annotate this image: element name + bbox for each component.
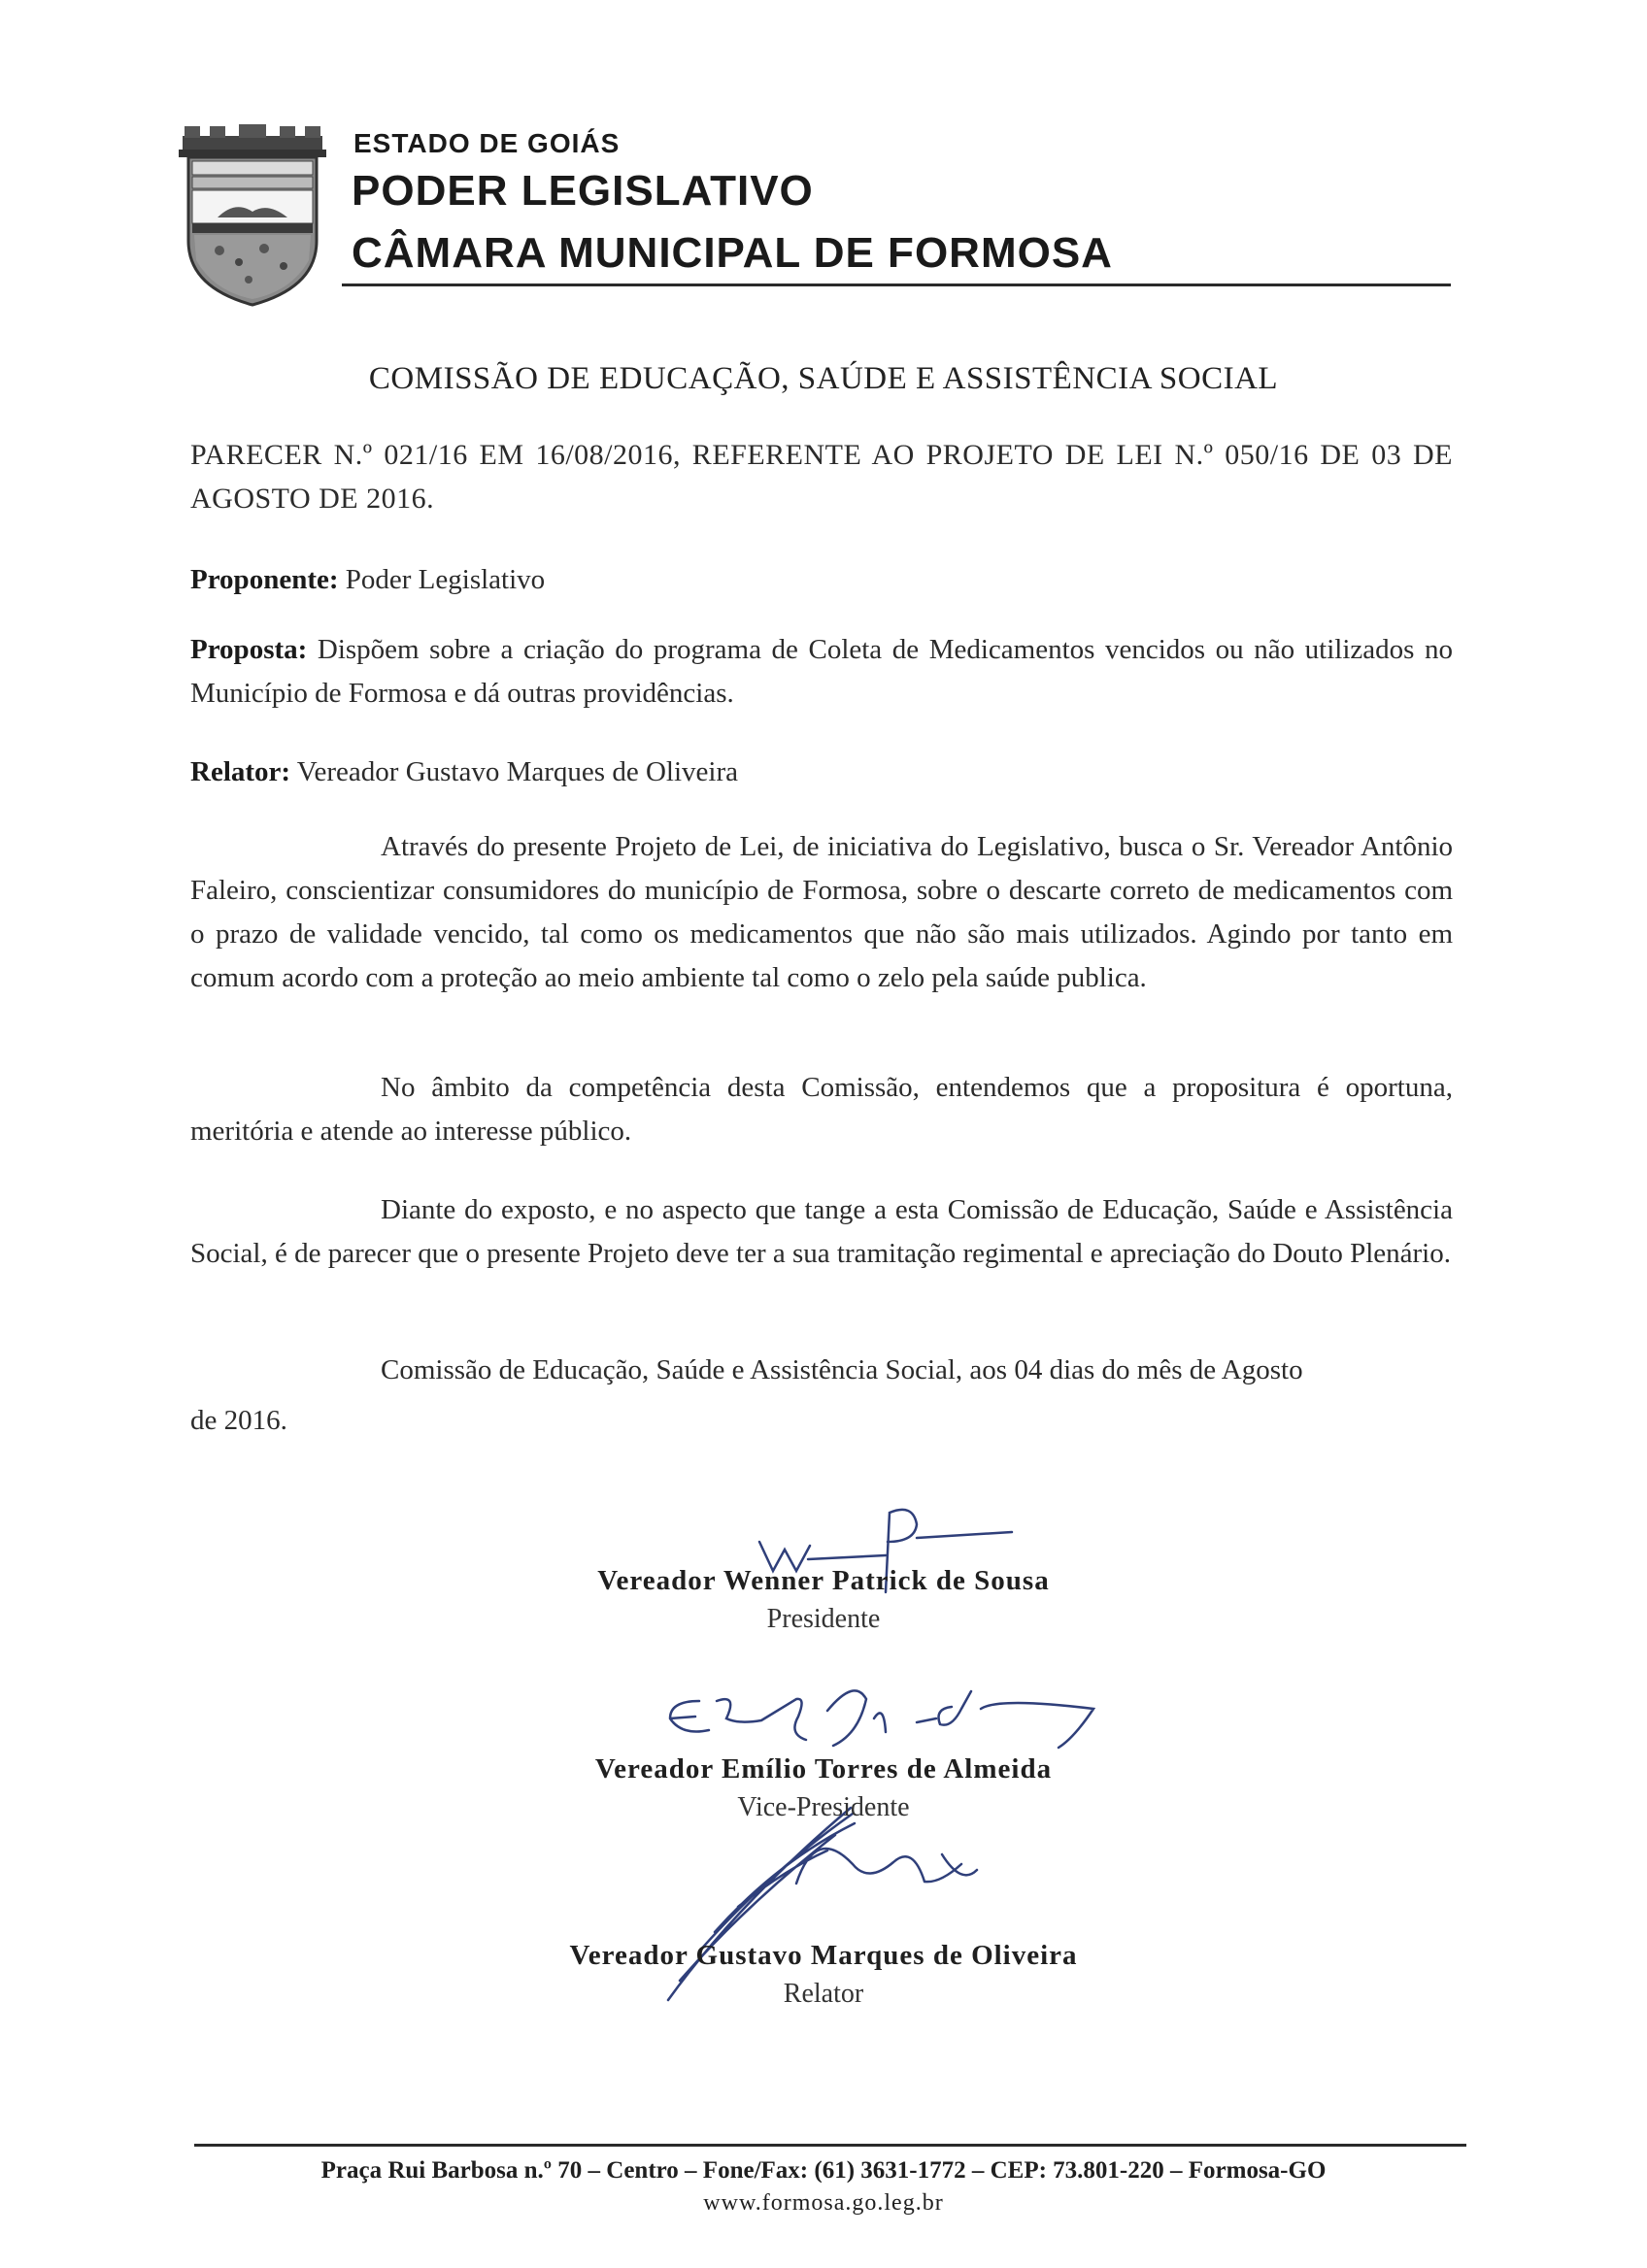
parecer-reference: PARECER N.º 021/16 EM 16/08/2016, REFERENTE AO PROJETO DE LEI N.º 050/16 DE 03 DE AGOSTO DE 2016. xyxy=(190,439,1453,515)
signatory-name: Vereador Emílio Torres de Almeida xyxy=(594,1753,1053,1784)
signatory-role: Relator xyxy=(783,1979,864,2009)
body-paragraph: No âmbito da competência desta Comissão, entendemos que a propositura é oportuna, meritória e atende ao interesse público. xyxy=(190,1072,1453,1147)
footer-address: Praça Rui Barbosa n.º 70 – Centro – Fone/Fax: (61) 3631-1772 – CEP: 73.801-220 – Formosa-GO xyxy=(320,2157,1327,2184)
relator-value: Vereador Gustavo Marques de Oliveira xyxy=(296,756,738,787)
header-state: ESTADO DE GOIÁS xyxy=(353,128,621,158)
signatory-name: Vereador Wenner Patrick de Sousa xyxy=(597,1565,1050,1596)
body-paragraph: Diante do exposto, e no aspecto que tange a esta Comissão de Educação, Saúde e Assistência Social, é de parecer que o presente Projeto deve ter a sua tramitação regimental e apreciação do Douto Plenário. xyxy=(190,1194,1453,1269)
proponente-label: Proponente: xyxy=(190,564,339,595)
footer-divider xyxy=(194,2144,1466,2147)
footer-website: www.formosa.go.leg.br xyxy=(703,2190,944,2216)
header-city-chamber: CÂMARA MUNICIPAL DE FORMOSA xyxy=(352,229,1113,277)
proposta-label: Proposta: xyxy=(190,634,308,665)
proponente-value: Poder Legislativo xyxy=(345,564,546,595)
committee-title: COMISSÃO DE EDUCAÇÃO, SAÚDE E ASSISTÊNCIA SOCIAL xyxy=(368,361,1279,396)
signatory-role: Presidente xyxy=(766,1604,881,1634)
closing-date: de 2016. xyxy=(190,1405,287,1436)
header-legislative-power: PODER LEGISLATIVO xyxy=(352,167,814,215)
signatory-role: Vice-Presidente xyxy=(737,1792,910,1822)
signature-vice-president xyxy=(670,1690,1093,1748)
relator-label: Relator: xyxy=(190,756,291,787)
body-paragraph: Através do presente Projeto de Lei, de iniciativa do Legislativo, busca o Sr. Vereador Antônio Faleiro, conscientizar consumidores do município de Formosa, sobre o descarte correto de medicamentos com o prazo de validade vencido, tal como os medicamentos que não são mais utilizados. Agindo por tanto em comum acordo com a proteção ao meio ambiente tal como o zelo pela saúde publica. xyxy=(190,831,1453,993)
proposta-value: Dispõem sobre a criação do programa de Coleta de Medicamentos vencidos ou não utilizados no Município de Formosa e dá outras providências. xyxy=(190,634,1453,709)
closing-line: Comissão de Educação, Saúde e Assistência Social, aos 04 dias do mês de Agosto xyxy=(381,1354,1303,1385)
signatory-name: Vereador Gustavo Marques de Oliveira xyxy=(569,1940,1078,1971)
